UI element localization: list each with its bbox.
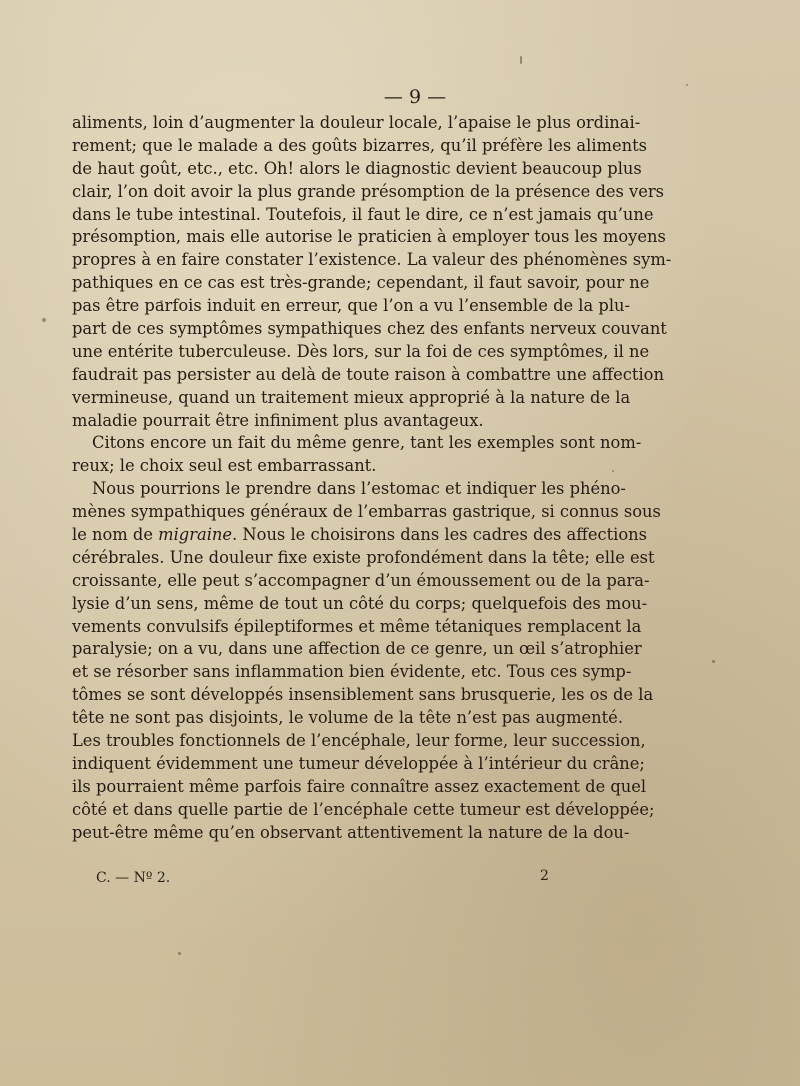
text-line: et se résorber sans inflammation bien évidente, etc. Tous ces symp-	[72, 662, 632, 682]
text-line: Les troubles fonctionnels de l’encéphale, leur forme, leur succession,	[72, 731, 646, 751]
text-line: dans le tube intestinal. Toutefois, il faut le dire, ce n’est jamais qu’une	[72, 204, 654, 224]
text-line: Nous pourrions le prendre dans l’estomac et indiquer les phéno-	[92, 479, 626, 499]
text-line: cérébrales. Une douleur fixe existe profondément dans la tête; elle est	[72, 547, 655, 567]
text-line: pas être parfois induit en erreur, que l’on a vu l’ensemble de la plu-	[72, 296, 631, 316]
text-line: tête ne sont pas disjoints, le volume de la tête n’est pas augmenté.	[72, 708, 623, 728]
text-fragment: le nom de	[72, 525, 159, 545]
text-line: peut-être même qu’en observant attentivement la nature de la dou-	[72, 822, 630, 842]
text-line: part de ces symptômes sympathiques chez des enfants nerveux couvant	[72, 319, 667, 339]
text-fragment: . Nous le choisirons dans les cadres des affections	[232, 525, 647, 545]
text-line: ils pourraient même parfois faire connaître assez exactement de quel	[72, 776, 647, 796]
text-line: lysie d’un sens, même de tout un côté du corps; quelquefois des mou-	[72, 593, 648, 613]
text-line: croissante, elle peut s’accompagner d’un émoussement ou de la para-	[72, 570, 650, 590]
text-line: de haut goût, etc., etc. Oh! alors le diagnostic devient beaucoup plus	[72, 158, 642, 178]
paper-speck	[178, 952, 181, 955]
text-line: vermineuse, quand un traitement mieux approprié à la nature de la	[72, 387, 631, 407]
paper-speck	[520, 56, 522, 64]
text-line: faudrait pas persister au delà de toute raison à combattre une affection	[72, 364, 664, 384]
paper-speck	[712, 660, 715, 663]
text-line: pathiques en ce cas est très-grande; cependant, il faut savoir, pour ne	[72, 273, 650, 293]
text-line: une entérite tuberculeuse. Dès lors, sur la foi de ces symptômes, il ne	[72, 341, 650, 361]
text-line: Citons encore un fait du même genre, tant les exemples sont nom-	[92, 433, 642, 453]
text-line: reux; le choix seul est embarrassant.	[72, 456, 377, 476]
text-line: paralysie; on a vu, dans une affection de ce genre, un œil s’atrophier	[72, 639, 642, 659]
text-line: clair, l’on doit avoir la plus grande présomption de la présence des vers	[72, 181, 665, 201]
paper-speck	[612, 470, 614, 472]
text-line-with-italic	[72, 524, 647, 547]
text-line: vements convulsifs épileptiformes et même tétaniques remplacent la	[72, 616, 642, 636]
text-line: tômes se sont développés insensiblement sans brusquerie, les os de la	[72, 685, 654, 705]
signature-mark: C. — Nº 2.	[96, 870, 171, 886]
text-line: rement; que le malade a des goûts bizarres, qu’il préfère les aliments	[72, 135, 648, 155]
page-number: — 9 —	[383, 86, 447, 108]
body-text	[72, 112, 672, 845]
text-line: indiquent évidemment une tumeur développée à l’intérieur du crâne;	[72, 753, 645, 773]
italic-term: migraine	[158, 525, 233, 545]
text-line: présomption, mais elle autorise le praticien à employer tous les moyens	[72, 227, 666, 247]
text-line: propres à en faire constater l’existence. La valeur des phénomènes sym-	[72, 250, 672, 270]
paper-speck	[42, 318, 46, 322]
text-line: aliments, loin d’augmenter la douleur locale, l’apaise le plus ordinai-	[72, 113, 641, 132]
text-line: mènes sympathiques généraux de l’embarras gastrique, si connus sous	[72, 502, 661, 522]
text-line: côté et dans quelle partie de l’encéphale cette tumeur est développée;	[72, 799, 655, 819]
sheet-number: 2	[540, 868, 549, 884]
text-line: maladie pourrait être infiniment plus avantageux.	[72, 410, 484, 430]
